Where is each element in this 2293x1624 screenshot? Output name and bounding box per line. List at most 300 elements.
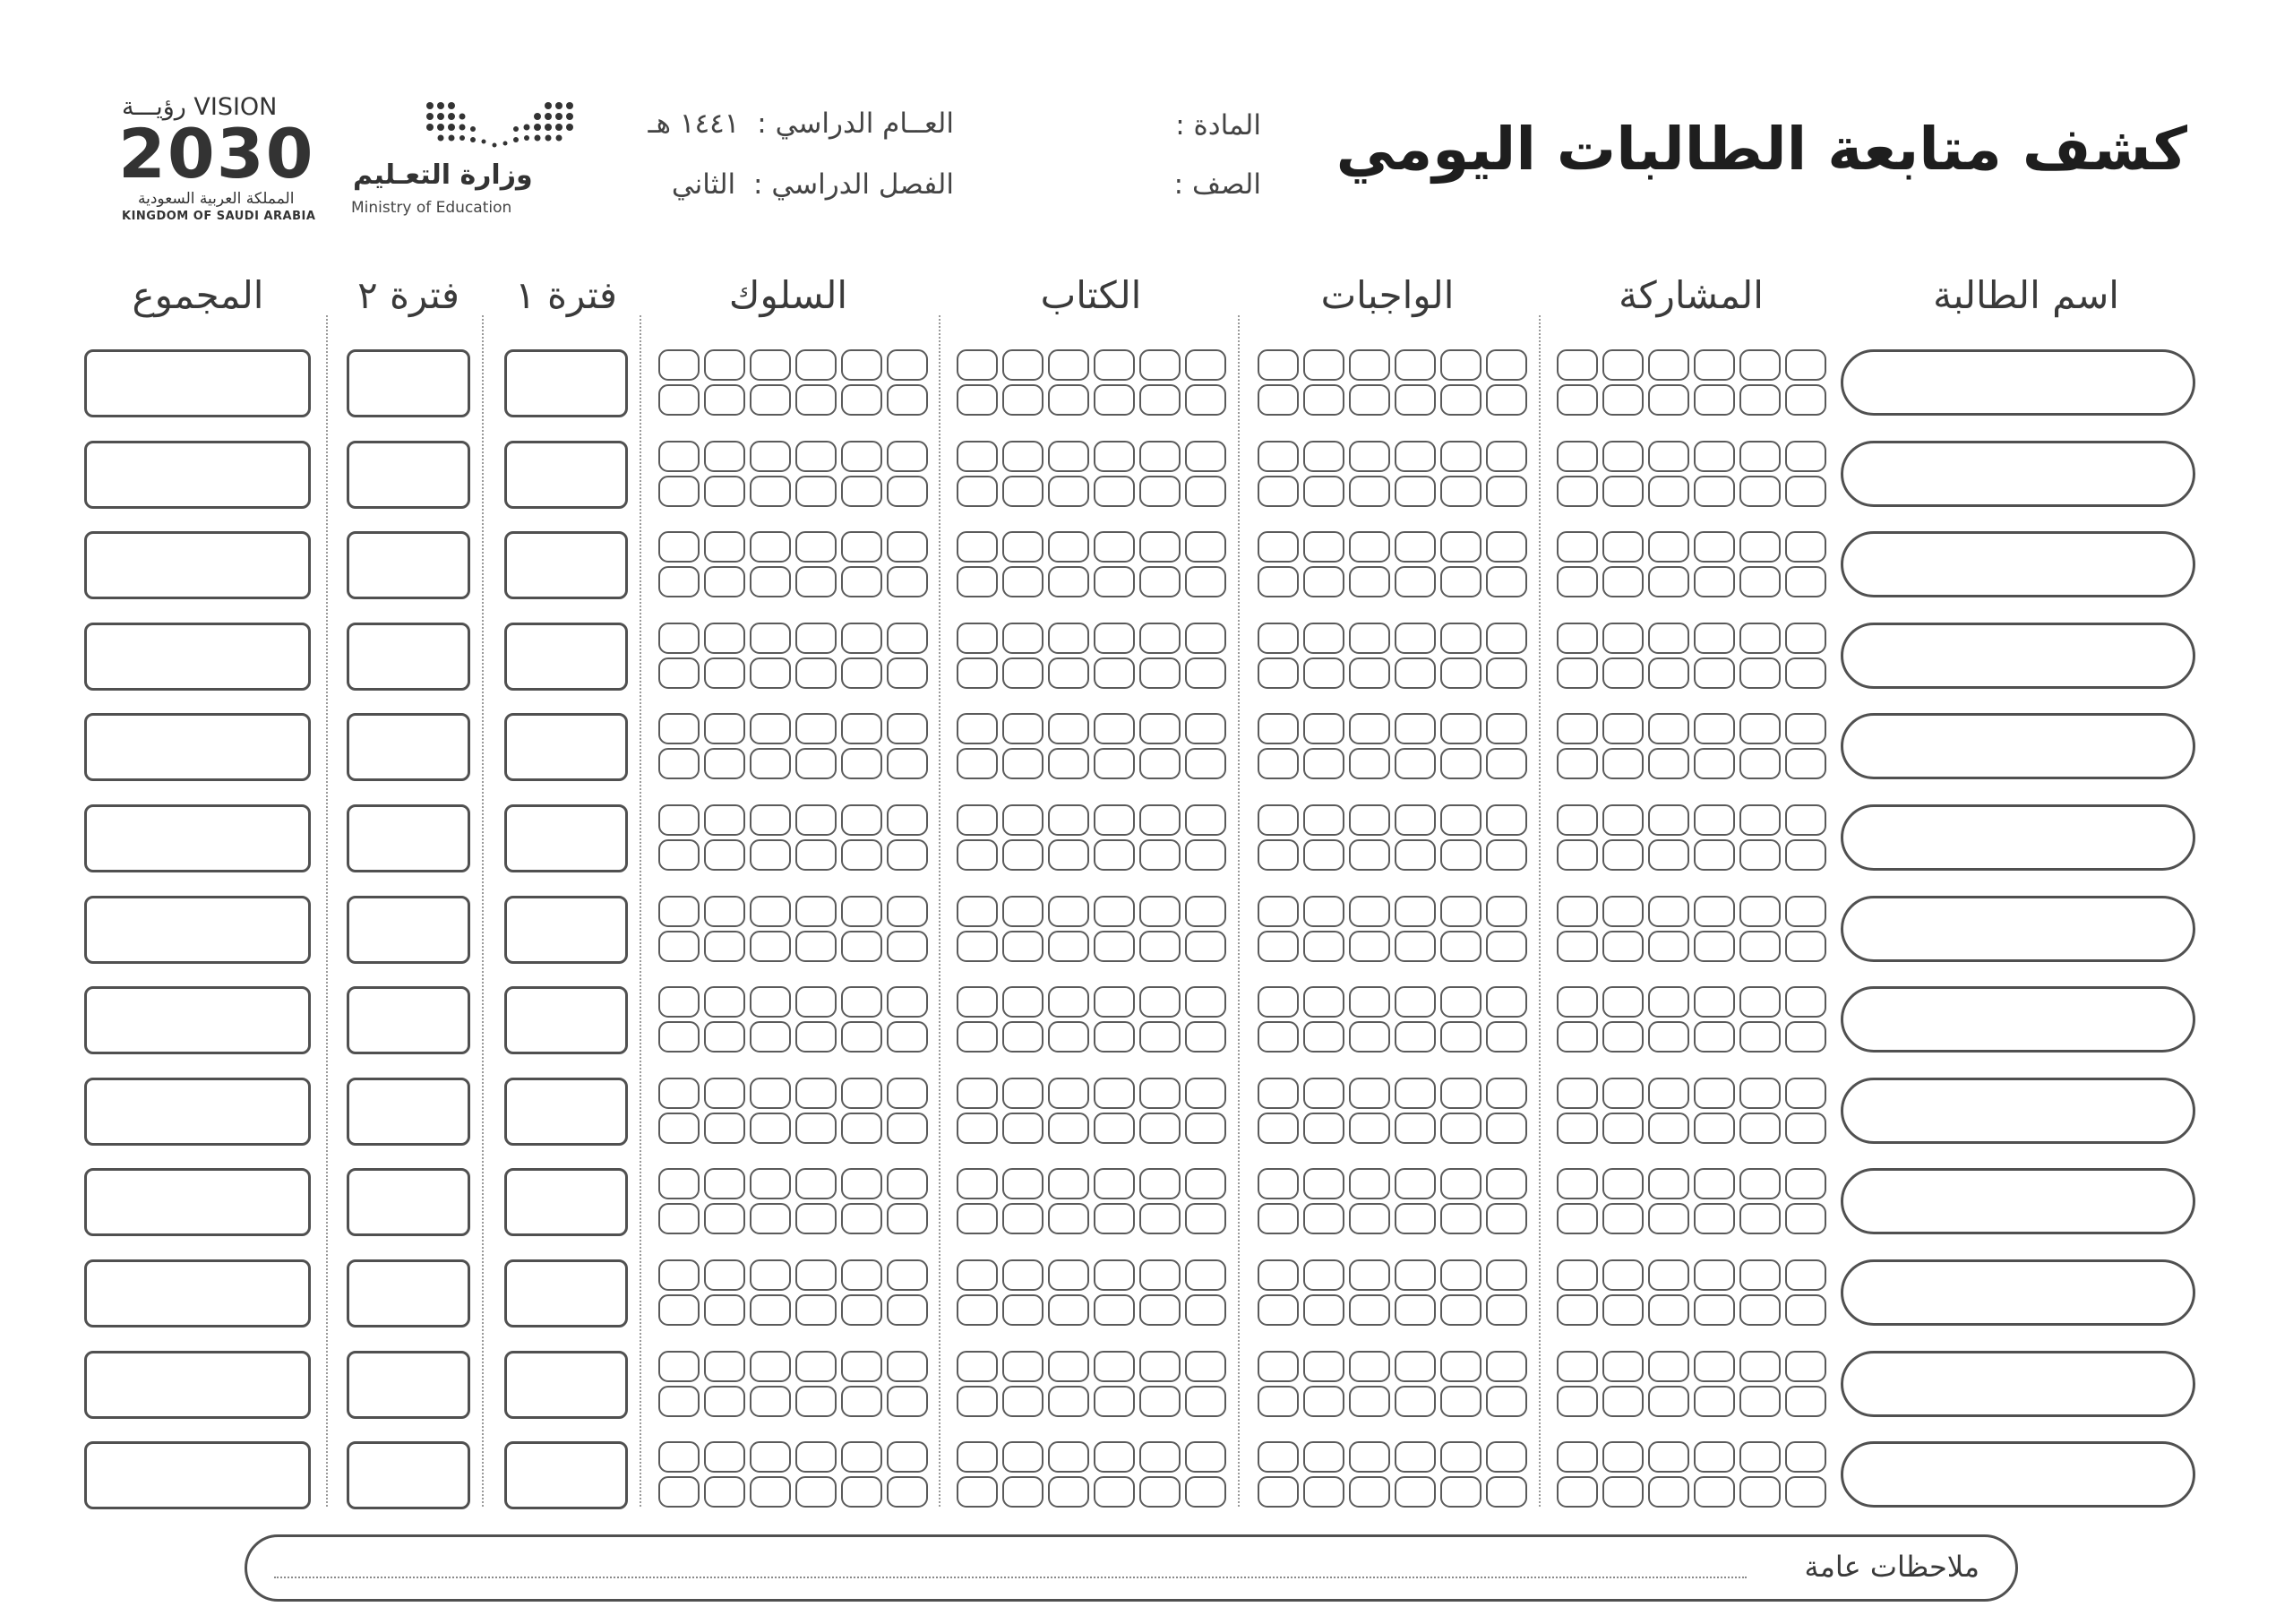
homework-mark-cell[interactable] bbox=[1395, 1351, 1436, 1382]
behavior-mark-cell[interactable] bbox=[841, 1113, 882, 1144]
book-mark-cell[interactable] bbox=[957, 713, 998, 744]
homework-mark-cell[interactable] bbox=[1395, 441, 1436, 472]
homework-mark-cell[interactable] bbox=[1486, 531, 1527, 563]
homework-mark-cell[interactable] bbox=[1486, 476, 1527, 507]
book-mark-cell[interactable] bbox=[1002, 1259, 1043, 1291]
book-mark-cell[interactable] bbox=[1185, 896, 1226, 927]
period-1-box[interactable] bbox=[504, 713, 628, 781]
homework-mark-cell[interactable] bbox=[1258, 657, 1299, 689]
period-1-box[interactable] bbox=[504, 441, 628, 509]
behavior-mark-cell[interactable] bbox=[795, 1259, 837, 1291]
book-mark-cell[interactable] bbox=[1139, 1351, 1181, 1382]
behavior-mark-cell[interactable] bbox=[750, 1113, 791, 1144]
homework-mark-cell[interactable] bbox=[1349, 748, 1390, 779]
homework-mark-cell[interactable] bbox=[1258, 896, 1299, 927]
behavior-mark-cell[interactable] bbox=[887, 931, 928, 962]
participation-mark-cell[interactable] bbox=[1602, 839, 1644, 871]
behavior-mark-cell[interactable] bbox=[704, 1113, 745, 1144]
homework-mark-cell[interactable] bbox=[1395, 1476, 1436, 1508]
behavior-mark-cell[interactable] bbox=[750, 441, 791, 472]
homework-mark-cell[interactable] bbox=[1258, 623, 1299, 654]
participation-mark-cell[interactable] bbox=[1648, 566, 1689, 597]
homework-mark-cell[interactable] bbox=[1486, 1259, 1527, 1291]
homework-mark-cell[interactable] bbox=[1486, 384, 1527, 416]
participation-mark-cell[interactable] bbox=[1739, 931, 1781, 962]
homework-mark-cell[interactable] bbox=[1395, 804, 1436, 836]
behavior-mark-cell[interactable] bbox=[704, 1078, 745, 1109]
homework-mark-cell[interactable] bbox=[1440, 1441, 1481, 1473]
book-mark-cell[interactable] bbox=[1048, 931, 1089, 962]
behavior-mark-cell[interactable] bbox=[841, 566, 882, 597]
homework-mark-cell[interactable] bbox=[1303, 931, 1344, 962]
homework-mark-cell[interactable] bbox=[1440, 349, 1481, 381]
homework-mark-cell[interactable] bbox=[1440, 1113, 1481, 1144]
behavior-mark-cell[interactable] bbox=[658, 1021, 700, 1053]
behavior-mark-cell[interactable] bbox=[750, 986, 791, 1018]
participation-mark-cell[interactable] bbox=[1739, 986, 1781, 1018]
participation-mark-cell[interactable] bbox=[1694, 804, 1735, 836]
behavior-mark-cell[interactable] bbox=[795, 1168, 837, 1199]
behavior-mark-cell[interactable] bbox=[887, 804, 928, 836]
total-box[interactable] bbox=[84, 1259, 311, 1328]
participation-mark-cell[interactable] bbox=[1739, 531, 1781, 563]
homework-mark-cell[interactable] bbox=[1440, 1203, 1481, 1234]
book-mark-cell[interactable] bbox=[1094, 1078, 1135, 1109]
homework-mark-cell[interactable] bbox=[1395, 713, 1436, 744]
period-1-box[interactable] bbox=[504, 986, 628, 1054]
participation-mark-cell[interactable] bbox=[1557, 713, 1598, 744]
homework-mark-cell[interactable] bbox=[1486, 623, 1527, 654]
homework-mark-cell[interactable] bbox=[1349, 1476, 1390, 1508]
participation-mark-cell[interactable] bbox=[1648, 657, 1689, 689]
homework-mark-cell[interactable] bbox=[1395, 566, 1436, 597]
participation-mark-cell[interactable] bbox=[1602, 1168, 1644, 1199]
behavior-mark-cell[interactable] bbox=[795, 1294, 837, 1326]
period-1-box[interactable] bbox=[504, 1259, 628, 1328]
book-mark-cell[interactable] bbox=[1048, 1203, 1089, 1234]
behavior-mark-cell[interactable] bbox=[841, 748, 882, 779]
homework-mark-cell[interactable] bbox=[1258, 931, 1299, 962]
book-mark-cell[interactable] bbox=[957, 1351, 998, 1382]
homework-mark-cell[interactable] bbox=[1349, 896, 1390, 927]
behavior-mark-cell[interactable] bbox=[704, 349, 745, 381]
participation-mark-cell[interactable] bbox=[1602, 441, 1644, 472]
homework-mark-cell[interactable] bbox=[1258, 531, 1299, 563]
behavior-mark-cell[interactable] bbox=[750, 476, 791, 507]
period-1-box[interactable] bbox=[504, 1441, 628, 1509]
book-mark-cell[interactable] bbox=[1139, 1386, 1181, 1417]
behavior-mark-cell[interactable] bbox=[795, 1078, 837, 1109]
homework-mark-cell[interactable] bbox=[1303, 804, 1344, 836]
homework-mark-cell[interactable] bbox=[1303, 1441, 1344, 1473]
book-mark-cell[interactable] bbox=[1094, 986, 1135, 1018]
participation-mark-cell[interactable] bbox=[1785, 1476, 1826, 1508]
book-mark-cell[interactable] bbox=[1185, 1168, 1226, 1199]
homework-mark-cell[interactable] bbox=[1303, 1078, 1344, 1109]
behavior-mark-cell[interactable] bbox=[658, 1294, 700, 1326]
behavior-mark-cell[interactable] bbox=[841, 1078, 882, 1109]
homework-mark-cell[interactable] bbox=[1258, 1021, 1299, 1053]
homework-mark-cell[interactable] bbox=[1349, 441, 1390, 472]
book-mark-cell[interactable] bbox=[1048, 1441, 1089, 1473]
participation-mark-cell[interactable] bbox=[1602, 986, 1644, 1018]
homework-mark-cell[interactable] bbox=[1395, 349, 1436, 381]
behavior-mark-cell[interactable] bbox=[750, 623, 791, 654]
participation-mark-cell[interactable] bbox=[1602, 384, 1644, 416]
homework-mark-cell[interactable] bbox=[1303, 1113, 1344, 1144]
behavior-mark-cell[interactable] bbox=[704, 839, 745, 871]
homework-mark-cell[interactable] bbox=[1349, 713, 1390, 744]
book-mark-cell[interactable] bbox=[1094, 566, 1135, 597]
behavior-mark-cell[interactable] bbox=[795, 1113, 837, 1144]
book-mark-cell[interactable] bbox=[1094, 476, 1135, 507]
book-mark-cell[interactable] bbox=[1185, 1078, 1226, 1109]
homework-mark-cell[interactable] bbox=[1486, 1168, 1527, 1199]
total-box[interactable] bbox=[84, 1351, 311, 1419]
homework-mark-cell[interactable] bbox=[1395, 1441, 1436, 1473]
total-box[interactable] bbox=[84, 1168, 311, 1236]
behavior-mark-cell[interactable] bbox=[658, 441, 700, 472]
period-2-box[interactable] bbox=[347, 441, 470, 509]
homework-mark-cell[interactable] bbox=[1486, 1113, 1527, 1144]
book-mark-cell[interactable] bbox=[1094, 1294, 1135, 1326]
homework-mark-cell[interactable] bbox=[1395, 657, 1436, 689]
participation-mark-cell[interactable] bbox=[1602, 1203, 1644, 1234]
book-mark-cell[interactable] bbox=[1048, 476, 1089, 507]
total-box[interactable] bbox=[84, 896, 311, 964]
behavior-mark-cell[interactable] bbox=[795, 384, 837, 416]
behavior-mark-cell[interactable] bbox=[704, 657, 745, 689]
homework-mark-cell[interactable] bbox=[1303, 839, 1344, 871]
subject-field[interactable] bbox=[1175, 109, 1261, 142]
homework-mark-cell[interactable] bbox=[1258, 1078, 1299, 1109]
participation-mark-cell[interactable] bbox=[1739, 384, 1781, 416]
book-mark-cell[interactable] bbox=[1048, 441, 1089, 472]
participation-mark-cell[interactable] bbox=[1602, 931, 1644, 962]
participation-mark-cell[interactable] bbox=[1785, 441, 1826, 472]
homework-mark-cell[interactable] bbox=[1258, 839, 1299, 871]
book-mark-cell[interactable] bbox=[1094, 1021, 1135, 1053]
participation-mark-cell[interactable] bbox=[1785, 931, 1826, 962]
homework-mark-cell[interactable] bbox=[1395, 1259, 1436, 1291]
participation-mark-cell[interactable] bbox=[1648, 1351, 1689, 1382]
book-mark-cell[interactable] bbox=[1094, 384, 1135, 416]
participation-mark-cell[interactable] bbox=[1648, 1386, 1689, 1417]
homework-mark-cell[interactable] bbox=[1303, 896, 1344, 927]
homework-mark-cell[interactable] bbox=[1303, 1294, 1344, 1326]
participation-mark-cell[interactable] bbox=[1602, 1476, 1644, 1508]
participation-mark-cell[interactable] bbox=[1785, 476, 1826, 507]
homework-mark-cell[interactable] bbox=[1486, 657, 1527, 689]
book-mark-cell[interactable] bbox=[1048, 986, 1089, 1018]
homework-mark-cell[interactable] bbox=[1303, 623, 1344, 654]
book-mark-cell[interactable] bbox=[1094, 839, 1135, 871]
participation-mark-cell[interactable] bbox=[1602, 566, 1644, 597]
homework-mark-cell[interactable] bbox=[1303, 1259, 1344, 1291]
book-mark-cell[interactable] bbox=[1094, 623, 1135, 654]
homework-mark-cell[interactable] bbox=[1395, 896, 1436, 927]
participation-mark-cell[interactable] bbox=[1602, 1294, 1644, 1326]
period-2-box[interactable] bbox=[347, 623, 470, 691]
behavior-mark-cell[interactable] bbox=[750, 804, 791, 836]
participation-mark-cell[interactable] bbox=[1557, 931, 1598, 962]
homework-mark-cell[interactable] bbox=[1349, 1168, 1390, 1199]
behavior-mark-cell[interactable] bbox=[841, 384, 882, 416]
participation-mark-cell[interactable] bbox=[1648, 931, 1689, 962]
participation-mark-cell[interactable] bbox=[1648, 623, 1689, 654]
participation-mark-cell[interactable] bbox=[1694, 1294, 1735, 1326]
behavior-mark-cell[interactable] bbox=[704, 441, 745, 472]
book-mark-cell[interactable] bbox=[957, 1386, 998, 1417]
book-mark-cell[interactable] bbox=[1139, 1203, 1181, 1234]
homework-mark-cell[interactable] bbox=[1440, 713, 1481, 744]
participation-mark-cell[interactable] bbox=[1557, 531, 1598, 563]
participation-mark-cell[interactable] bbox=[1785, 1294, 1826, 1326]
homework-mark-cell[interactable] bbox=[1486, 1078, 1527, 1109]
behavior-mark-cell[interactable] bbox=[750, 1203, 791, 1234]
participation-mark-cell[interactable] bbox=[1557, 1386, 1598, 1417]
behavior-mark-cell[interactable] bbox=[887, 1259, 928, 1291]
behavior-mark-cell[interactable] bbox=[841, 476, 882, 507]
homework-mark-cell[interactable] bbox=[1349, 384, 1390, 416]
book-mark-cell[interactable] bbox=[1185, 1351, 1226, 1382]
book-mark-cell[interactable] bbox=[1002, 896, 1043, 927]
behavior-mark-cell[interactable] bbox=[795, 931, 837, 962]
participation-mark-cell[interactable] bbox=[1785, 1203, 1826, 1234]
student-name-field[interactable] bbox=[1841, 804, 2195, 871]
participation-mark-cell[interactable] bbox=[1602, 896, 1644, 927]
homework-mark-cell[interactable] bbox=[1303, 657, 1344, 689]
participation-mark-cell[interactable] bbox=[1694, 1259, 1735, 1291]
behavior-mark-cell[interactable] bbox=[704, 1021, 745, 1053]
homework-mark-cell[interactable] bbox=[1349, 1441, 1390, 1473]
behavior-mark-cell[interactable] bbox=[887, 748, 928, 779]
participation-mark-cell[interactable] bbox=[1648, 1203, 1689, 1234]
book-mark-cell[interactable] bbox=[957, 1259, 998, 1291]
homework-mark-cell[interactable] bbox=[1395, 1021, 1436, 1053]
homework-mark-cell[interactable] bbox=[1303, 384, 1344, 416]
behavior-mark-cell[interactable] bbox=[704, 476, 745, 507]
participation-mark-cell[interactable] bbox=[1739, 623, 1781, 654]
behavior-mark-cell[interactable] bbox=[658, 986, 700, 1018]
homework-mark-cell[interactable] bbox=[1395, 623, 1436, 654]
participation-mark-cell[interactable] bbox=[1694, 713, 1735, 744]
book-mark-cell[interactable] bbox=[1002, 839, 1043, 871]
behavior-mark-cell[interactable] bbox=[795, 1476, 837, 1508]
book-mark-cell[interactable] bbox=[957, 748, 998, 779]
total-box[interactable] bbox=[84, 804, 311, 872]
participation-mark-cell[interactable] bbox=[1648, 1259, 1689, 1291]
homework-mark-cell[interactable] bbox=[1258, 1351, 1299, 1382]
participation-mark-cell[interactable] bbox=[1557, 986, 1598, 1018]
book-mark-cell[interactable] bbox=[1139, 1294, 1181, 1326]
behavior-mark-cell[interactable] bbox=[658, 748, 700, 779]
behavior-mark-cell[interactable] bbox=[795, 1351, 837, 1382]
participation-mark-cell[interactable] bbox=[1694, 623, 1735, 654]
book-mark-cell[interactable] bbox=[1139, 349, 1181, 381]
participation-mark-cell[interactable] bbox=[1602, 1441, 1644, 1473]
participation-mark-cell[interactable] bbox=[1648, 804, 1689, 836]
participation-mark-cell[interactable] bbox=[1602, 1078, 1644, 1109]
book-mark-cell[interactable] bbox=[1002, 349, 1043, 381]
book-mark-cell[interactable] bbox=[1185, 1441, 1226, 1473]
behavior-mark-cell[interactable] bbox=[658, 1476, 700, 1508]
participation-mark-cell[interactable] bbox=[1694, 384, 1735, 416]
period-2-box[interactable] bbox=[347, 1259, 470, 1328]
homework-mark-cell[interactable] bbox=[1395, 748, 1436, 779]
behavior-mark-cell[interactable] bbox=[887, 713, 928, 744]
book-mark-cell[interactable] bbox=[957, 1021, 998, 1053]
participation-mark-cell[interactable] bbox=[1694, 896, 1735, 927]
behavior-mark-cell[interactable] bbox=[750, 896, 791, 927]
period-2-box[interactable] bbox=[347, 1441, 470, 1509]
participation-mark-cell[interactable] bbox=[1785, 384, 1826, 416]
participation-mark-cell[interactable] bbox=[1739, 1113, 1781, 1144]
homework-mark-cell[interactable] bbox=[1303, 1203, 1344, 1234]
participation-mark-cell[interactable] bbox=[1557, 1021, 1598, 1053]
participation-mark-cell[interactable] bbox=[1694, 566, 1735, 597]
behavior-mark-cell[interactable] bbox=[658, 1351, 700, 1382]
period-2-box[interactable] bbox=[347, 1351, 470, 1419]
behavior-mark-cell[interactable] bbox=[704, 804, 745, 836]
book-mark-cell[interactable] bbox=[1185, 931, 1226, 962]
behavior-mark-cell[interactable] bbox=[841, 986, 882, 1018]
homework-mark-cell[interactable] bbox=[1395, 1113, 1436, 1144]
book-mark-cell[interactable] bbox=[1094, 931, 1135, 962]
participation-mark-cell[interactable] bbox=[1648, 441, 1689, 472]
book-mark-cell[interactable] bbox=[1048, 657, 1089, 689]
behavior-mark-cell[interactable] bbox=[887, 1294, 928, 1326]
participation-mark-cell[interactable] bbox=[1557, 476, 1598, 507]
participation-mark-cell[interactable] bbox=[1694, 1476, 1735, 1508]
homework-mark-cell[interactable] bbox=[1303, 1168, 1344, 1199]
behavior-mark-cell[interactable] bbox=[704, 566, 745, 597]
behavior-mark-cell[interactable] bbox=[658, 531, 700, 563]
book-mark-cell[interactable] bbox=[1094, 441, 1135, 472]
participation-mark-cell[interactable] bbox=[1694, 1351, 1735, 1382]
behavior-mark-cell[interactable] bbox=[795, 566, 837, 597]
participation-mark-cell[interactable] bbox=[1602, 1259, 1644, 1291]
participation-mark-cell[interactable] bbox=[1739, 1203, 1781, 1234]
book-mark-cell[interactable] bbox=[1139, 441, 1181, 472]
behavior-mark-cell[interactable] bbox=[704, 896, 745, 927]
participation-mark-cell[interactable] bbox=[1602, 1021, 1644, 1053]
participation-mark-cell[interactable] bbox=[1694, 931, 1735, 962]
participation-mark-cell[interactable] bbox=[1785, 748, 1826, 779]
behavior-mark-cell[interactable] bbox=[887, 476, 928, 507]
homework-mark-cell[interactable] bbox=[1486, 1351, 1527, 1382]
behavior-mark-cell[interactable] bbox=[704, 1259, 745, 1291]
homework-mark-cell[interactable] bbox=[1349, 349, 1390, 381]
homework-mark-cell[interactable] bbox=[1440, 657, 1481, 689]
homework-mark-cell[interactable] bbox=[1258, 1203, 1299, 1234]
behavior-mark-cell[interactable] bbox=[750, 1386, 791, 1417]
behavior-mark-cell[interactable] bbox=[795, 349, 837, 381]
homework-mark-cell[interactable] bbox=[1486, 441, 1527, 472]
participation-mark-cell[interactable] bbox=[1557, 441, 1598, 472]
book-mark-cell[interactable] bbox=[1139, 531, 1181, 563]
book-mark-cell[interactable] bbox=[1002, 566, 1043, 597]
behavior-mark-cell[interactable] bbox=[887, 1168, 928, 1199]
book-mark-cell[interactable] bbox=[957, 1294, 998, 1326]
book-mark-cell[interactable] bbox=[1048, 566, 1089, 597]
behavior-mark-cell[interactable] bbox=[750, 657, 791, 689]
book-mark-cell[interactable] bbox=[1185, 1113, 1226, 1144]
behavior-mark-cell[interactable] bbox=[841, 657, 882, 689]
participation-mark-cell[interactable] bbox=[1602, 713, 1644, 744]
participation-mark-cell[interactable] bbox=[1557, 657, 1598, 689]
behavior-mark-cell[interactable] bbox=[887, 1203, 928, 1234]
period-1-box[interactable] bbox=[504, 896, 628, 964]
behavior-mark-cell[interactable] bbox=[750, 1441, 791, 1473]
participation-mark-cell[interactable] bbox=[1694, 1078, 1735, 1109]
book-mark-cell[interactable] bbox=[1094, 1259, 1135, 1291]
participation-mark-cell[interactable] bbox=[1648, 1021, 1689, 1053]
book-mark-cell[interactable] bbox=[1094, 1113, 1135, 1144]
participation-mark-cell[interactable] bbox=[1557, 1078, 1598, 1109]
behavior-mark-cell[interactable] bbox=[658, 657, 700, 689]
behavior-mark-cell[interactable] bbox=[704, 384, 745, 416]
homework-mark-cell[interactable] bbox=[1349, 1386, 1390, 1417]
book-mark-cell[interactable] bbox=[1185, 384, 1226, 416]
participation-mark-cell[interactable] bbox=[1739, 748, 1781, 779]
participation-mark-cell[interactable] bbox=[1648, 986, 1689, 1018]
student-name-field[interactable] bbox=[1841, 531, 2195, 597]
student-name-field[interactable] bbox=[1841, 441, 2195, 507]
participation-mark-cell[interactable] bbox=[1739, 1294, 1781, 1326]
homework-mark-cell[interactable] bbox=[1486, 986, 1527, 1018]
behavior-mark-cell[interactable] bbox=[887, 1113, 928, 1144]
homework-mark-cell[interactable] bbox=[1349, 1351, 1390, 1382]
book-mark-cell[interactable] bbox=[1139, 713, 1181, 744]
homework-mark-cell[interactable] bbox=[1258, 476, 1299, 507]
participation-mark-cell[interactable] bbox=[1785, 896, 1826, 927]
book-mark-cell[interactable] bbox=[957, 531, 998, 563]
behavior-mark-cell[interactable] bbox=[795, 623, 837, 654]
book-mark-cell[interactable] bbox=[1048, 839, 1089, 871]
book-mark-cell[interactable] bbox=[1048, 531, 1089, 563]
period-2-box[interactable] bbox=[347, 713, 470, 781]
book-mark-cell[interactable] bbox=[1094, 531, 1135, 563]
book-mark-cell[interactable] bbox=[1002, 1441, 1043, 1473]
book-mark-cell[interactable] bbox=[1139, 384, 1181, 416]
homework-mark-cell[interactable] bbox=[1303, 1476, 1344, 1508]
book-mark-cell[interactable] bbox=[957, 657, 998, 689]
homework-mark-cell[interactable] bbox=[1440, 384, 1481, 416]
book-mark-cell[interactable] bbox=[1185, 1203, 1226, 1234]
participation-mark-cell[interactable] bbox=[1648, 713, 1689, 744]
behavior-mark-cell[interactable] bbox=[658, 839, 700, 871]
participation-mark-cell[interactable] bbox=[1557, 839, 1598, 871]
homework-mark-cell[interactable] bbox=[1440, 1351, 1481, 1382]
book-mark-cell[interactable] bbox=[1002, 986, 1043, 1018]
behavior-mark-cell[interactable] bbox=[841, 931, 882, 962]
participation-mark-cell[interactable] bbox=[1648, 1168, 1689, 1199]
book-mark-cell[interactable] bbox=[1002, 1021, 1043, 1053]
behavior-mark-cell[interactable] bbox=[658, 713, 700, 744]
homework-mark-cell[interactable] bbox=[1258, 1476, 1299, 1508]
class-field[interactable] bbox=[1174, 168, 1261, 201]
homework-mark-cell[interactable] bbox=[1258, 804, 1299, 836]
total-box[interactable] bbox=[84, 713, 311, 781]
book-mark-cell[interactable] bbox=[1139, 1078, 1181, 1109]
homework-mark-cell[interactable] bbox=[1395, 1294, 1436, 1326]
participation-mark-cell[interactable] bbox=[1739, 1168, 1781, 1199]
behavior-mark-cell[interactable] bbox=[795, 713, 837, 744]
homework-mark-cell[interactable] bbox=[1486, 839, 1527, 871]
participation-mark-cell[interactable] bbox=[1739, 1441, 1781, 1473]
behavior-mark-cell[interactable] bbox=[887, 986, 928, 1018]
